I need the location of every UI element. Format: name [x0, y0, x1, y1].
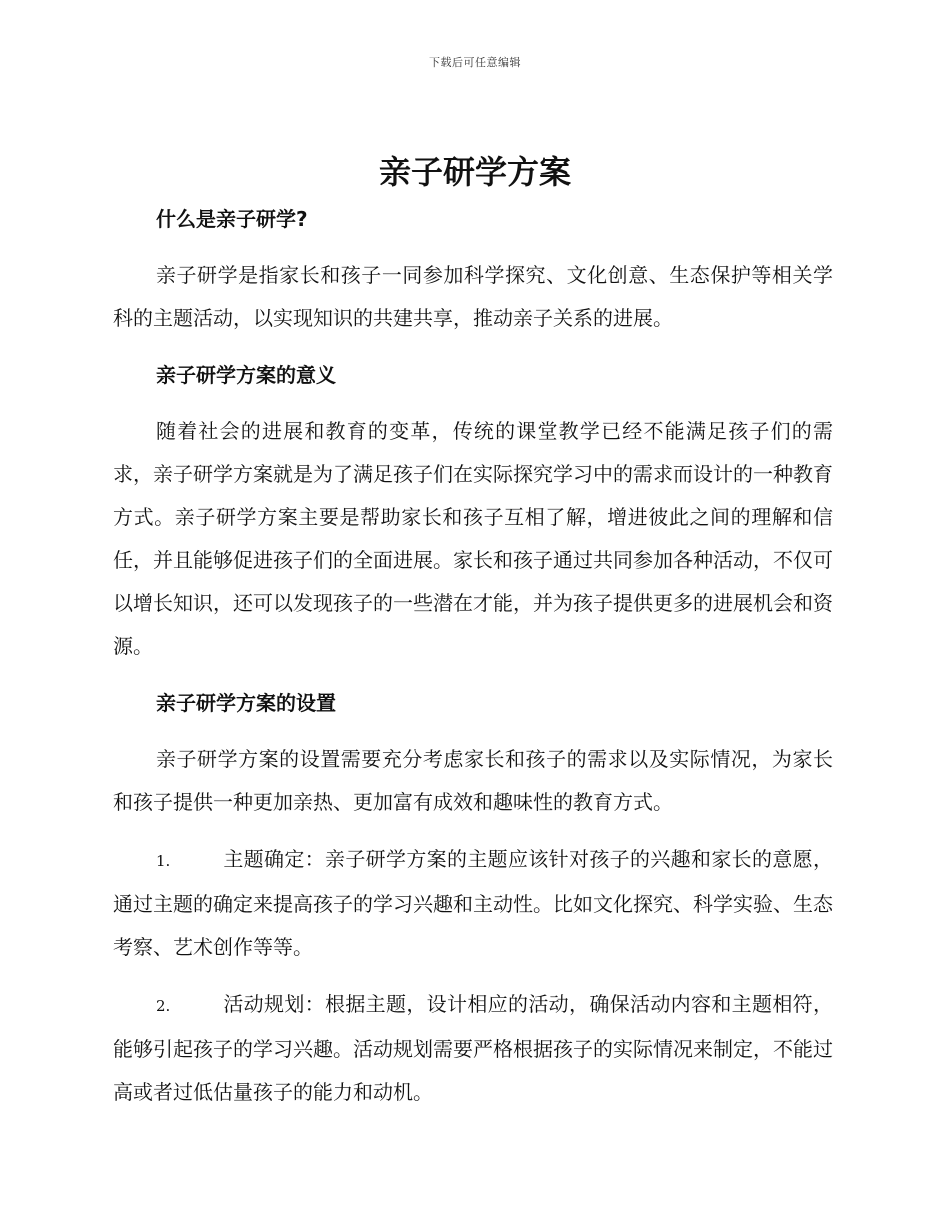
section-heading-what-is: 什么是亲子研学? — [156, 207, 308, 231]
list-item-text: 主题确定：亲子研学方案的主题应该针对孩子的兴趣和家长的意愿，通过主题的确定来提高孩子的学习兴趣和主动性。比如文化探究、科学实验、生态考察、艺术创作等等。 — [113, 847, 833, 959]
paragraph-setup: 亲子研学方案的设置需要充分考虑家长和孩子的需求以及实际情况，为家长和孩子提供一种更加亲热、更加富有成效和趣味性的教育方式。 — [113, 747, 833, 814]
paragraph-what-is: 亲子研学是指家长和孩子一同参加科学探究、文化创意、生态保护等相关学科的主题活动，以实现知识的共建共享，推动亲子关系的进展。 — [113, 263, 833, 330]
page-header: 下载后可任意编辑 — [429, 56, 521, 69]
section-heading-significance: 亲子研学方案的意义 — [156, 363, 336, 387]
list-item-number: 1. — [156, 852, 171, 870]
list-item — [113, 838, 833, 969]
list-item-number: 2. — [156, 997, 171, 1015]
section-heading-setup: 亲子研学方案的设置 — [156, 691, 336, 715]
list-item-text: 活动规划：根据主题，设计相应的活动，确保活动内容和主题相符，能够引起孩子的学习兴趣。活动规划需要严格根据孩子的实际情况来制定，不能过高或者过低估量孩子的能力和动机。 — [113, 992, 833, 1104]
list-item — [113, 983, 833, 1114]
document-title: 亲子研学方案 — [378, 153, 571, 191]
document-body — [113, 198, 833, 1128]
paragraph-significance: 随着社会的进展和教育的变革，传统的课堂教学已经不能满足孩子们的需求，亲子研学方案就是为了满足孩子们在实际探究学习中的需求而设计的一种教育方式。亲子研学方案主要是帮助家长和孩子互相了解，增进彼此之间的理解和信任，并且能够促进孩子们的全面进展。家长和孩子通过共同参加各种活动，不仅可以增长知识，还可以发现孩子的一些潜在才能，并为孩子提供更多的进展机会和资源。 — [113, 419, 833, 658]
